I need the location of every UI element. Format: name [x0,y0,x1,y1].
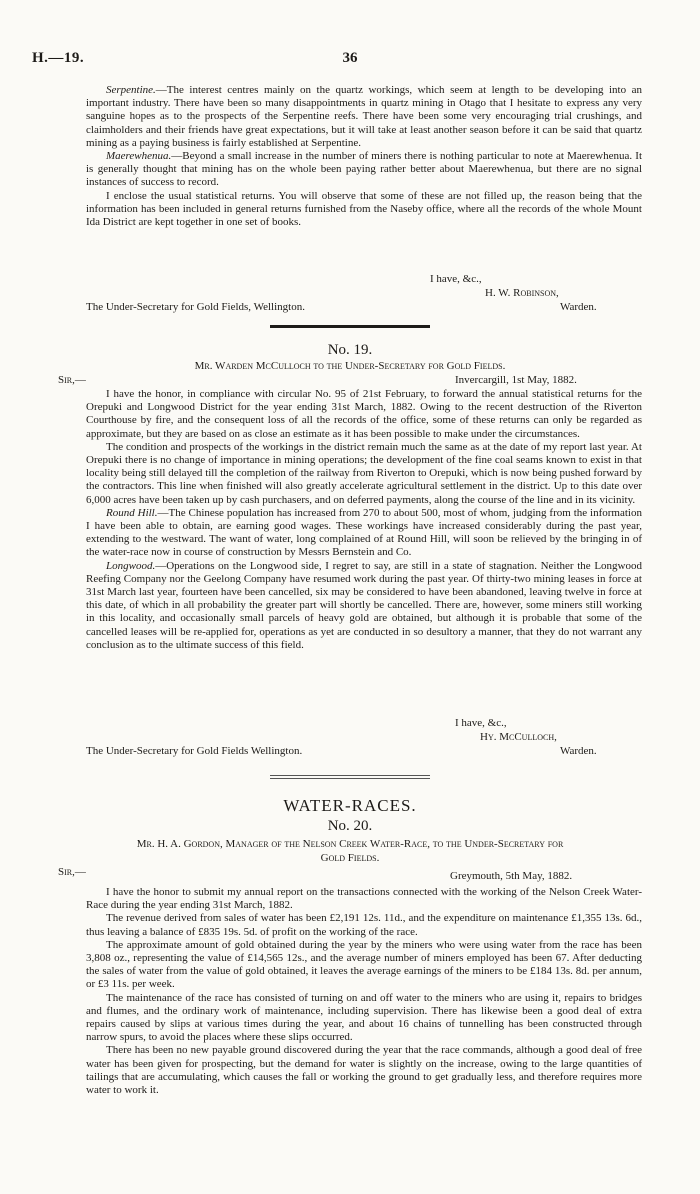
section-serpentine [86,84,642,229]
paragraph-returns: I enclose the usual statistical returns. You will observe that some of these are not filled up, the reason being that the information has been included in general returns furnished from the Naseby office, where all the records of the whole Mount Ida District are kept together in one set of books. [86,189,642,229]
paragraph-text: —Operations on the Longwood side, I regret to say, are still in a state of stagnation. Neither the Longwood Reefing Company nor the Geelong Company have resumed work during the past year. Of thirty-two mining leases in force at 31st March last year, fourteen have been cancelled, six may be considered to have been abandoned, leaving twelve in force at this date, of which in all probability the greater part will shortly be cancelled. There are, however, some miners still working in this locality, and occasionally small parcels of heavy gold are obtained, but although it is probable that some of the cancelled leases will be re-applied for, operations as yet are conducted in so desultory a manner, that they do not warrant any conclusion as to the ultimate success of this field. [86,559,642,651]
paragraph-condition: The condition and prospects of the workings in the district remain much the same as at the date of my report last year. At Orepuki there is no change of importance in mining operations; the development of the fine coal seams known to exist in that locality being still delayed till the completion of the railway from Riverton to Orepuki, which is now being pushed forward by the contractors. This line when finished will also greatly accelerate agricultural settlement in the district. Up to this date over 6,000 acres have been taken up by cash purchasers, and on deferred payments, along the course of the line and in its vicinity. [86,440,642,506]
place-date: Invercargill, 1st May, 1882. [455,374,577,386]
paragraph-lead: Longwood. [106,559,156,572]
paragraph-revenue: The revenue derived from sales of water has been £2,191 12s. 11d., and the expenditure on maintenance £1,355 13s. 6d., thus leaving a balance of £835 19s. 5d. of profit on the working of the race. [86,912,642,938]
signer-title: Warden. [560,301,597,313]
section-title: WATER-RACES. [283,796,417,815]
paragraph-payable-ground: There has been no new payable ground discovered during the year that the race commands, although a good deal of free water has been given for prospecting, but the demand for water is slightly on the increase, owing to the large quantities of tailings that are accumulating, which causes the fall or working the ground to get gradually less, and therefore requires more water to work it. [86,1044,642,1097]
paragraph-text: —The interest centres mainly on the quartz workings, which seem at length to be developing into an important industry. There have been so many disappointments in quartz mining in Otago that I hesitate to express any very sanguine hopes as to the prospects of the Serpentine reefs. There have been some very encouraging trial crushings, and claimholders and their friends have great expectations, but it will take at least another season before it can be said that quartz mining as a paying business is fairly established at Serpentine. [86,84,642,149]
addressee: The Under-Secretary for Gold Fields, Wellington. [86,301,305,313]
page-number: 36 [342,50,358,66]
paragraph-maerewhenua [86,150,642,190]
section-nelson-creek [86,886,642,1097]
section-divider [270,775,430,779]
salutation: Sir,— [58,866,86,878]
paragraph-transactions: I have the honor to submit my annual report on the transactions connected with the working of the Nelson Creek Water-Race during the year ending 31st March, 1882. [86,886,642,912]
signer-name: Hy. McCulloch, [480,731,557,743]
signer-title: Warden. [560,745,597,757]
paragraph-round-hill [86,507,642,560]
paragraph-longwood [86,560,642,652]
salutation: Sir,— [58,374,86,386]
paragraph-text: —The Chinese population has increased from 270 to about 500, most of whom, judging from the information I have been able to obtain, are earning good wages. These workings have increased considerably during the past year, extending to the westward. The want of water, long complained of at Round Hill, will soon be relieved by the bringing in of the water-race now in course of construction by Messrs Bernstein and Co. [86,506,642,559]
document-reference: H.—19. [32,50,85,66]
paragraph-maintenance: The maintenance of the race has consisted of turning on and off water to the miners who are using it, repairs to bridges and flumes, and the ordinary work of maintenance, including supervision. There has likewise been a good deal of extra repairs caused by slips at various times during the year, and about 16 chains of tunnelling has been constructed through narrow spurs, to avoid the places where these slips occurred. [86,991,642,1044]
paragraph-text: —Beyond a small increase in the number of miners there is nothing particular to note at Maerewhenua. It is generally thought that mining has on the whole been paying rather better about Maerewhenua, but there are no signal instances of success to record. [86,150,642,189]
letter-heading: Mr. H. A. Gordon, Manager of the Nelson Creek Water-Race, to the Under-Secretary for [136,838,564,850]
closing: I have, &c., [430,273,482,285]
paragraph-lead: Maerewhenua. [106,150,172,163]
signer-name: H. W. Robinson, [485,287,559,299]
paragraph-gold-obtained: The approximate amount of gold obtained during the year by the miners who were using water from the race has been 3,808 oz., representing the value of £14,565 12s., and the average number of miners employed has been 67. After deducting the sales of water from the value of gold obtained, it leaves the average earnings of the miners to be £184 13s. 8d. per annum, or £3 11s. per week. [86,938,642,991]
letter-heading: Mr. Warden McCulloch to the Under-Secretary for Gold Fields. [194,360,506,372]
section-divider [270,325,430,328]
paragraph-serpentine [86,84,642,150]
section-number: No. 20. [327,818,373,834]
section-number: No. 19. [327,342,373,358]
letter-heading-continued: Gold Fields. [320,852,380,864]
paragraph-returns: I have the honor, in compliance with circular No. 95 of 21st February, to forward the annual statistical returns for the Orepuki and Longwood District for the year ending 31st March, 1882. Owing to the recent destruction of the Riverton Courthouse by fire, and the consequent loss of all the records of the office, some of these returns can only be regarded as approximate, but they are based on as close an estimate as it has been possible to make under the circumstances. [86,388,642,440]
paragraph-lead: Round Hill. [106,506,158,519]
closing: I have, &c., [455,717,507,729]
addressee: The Under-Secretary for Gold Fields Wellington. [86,745,303,757]
section-orepuki [86,388,642,652]
paragraph-lead: Serpentine. [106,84,156,96]
place-date: Greymouth, 5th May, 1882. [450,870,573,882]
